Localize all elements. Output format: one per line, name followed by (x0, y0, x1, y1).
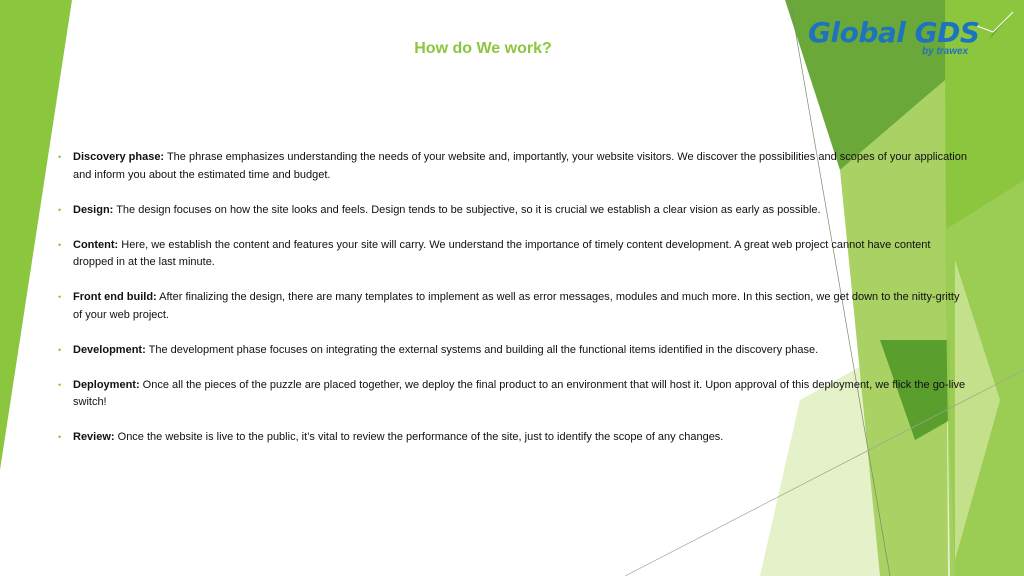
bullet-term: Development: (73, 343, 146, 356)
bullet-review (58, 429, 970, 447)
bullet-marker: • (58, 239, 62, 250)
bullet-marker: • (58, 152, 62, 162)
bullet-text: The development phase focuses on integrating the external systems and building all the functional items identified in the discovery phase. (145, 343, 819, 356)
bullet-term: Deployment: (73, 378, 140, 391)
bullet-term: Discovery phase: (73, 151, 165, 163)
bullet-text: Here, we establish the content and features your site will carry. We understand the importance of timely content development. A great web project cannot have content dropped in at the last minute. (73, 238, 931, 268)
bullet-discovery-phase (58, 149, 970, 184)
paper-plane-icon (975, 10, 1015, 46)
bullet-text: The phrase emphasizes understanding the needs of your website and, importantly, your website visitors. We discover the possibilities and scopes of your application and inform you about the estimated time and budget. (73, 151, 967, 181)
process-bullet-list (58, 149, 970, 464)
logo-main-text: Global GDS (808, 16, 980, 49)
global-gds-logo (805, 10, 1017, 62)
bullet-development (58, 342, 970, 360)
bullet-text: The design focuses on how the site looks and feels. Design tends to be subjective, so it is crucial we establish a clear vision as early as possible. (113, 203, 821, 216)
bullet-front-end-build (58, 289, 970, 324)
bullet-text: Once the website is live to the public, it’s vital to review the performance of the site, just to identify the scope of any changes. (114, 431, 724, 443)
bullet-term: Design: (73, 203, 114, 216)
slide-title: How do We work? (414, 40, 552, 57)
bullet-term: Content: (73, 238, 119, 251)
bullet-term: Front end build: (73, 291, 157, 303)
bullet-term: Review: (73, 431, 115, 443)
bullet-text: After finalizing the design, there are many templates to implement as well as error messages, modules and much more. In this section, we get down to the nitty-gritty of your web project. (73, 291, 960, 321)
bullet-deployment (58, 377, 970, 412)
bullet-marker: • (58, 292, 62, 302)
bullet-marker: • (58, 204, 62, 215)
bullet-content (58, 237, 970, 272)
bullet-marker: • (58, 432, 62, 442)
logo-sub-text: by trawex (922, 46, 969, 57)
bullet-text: Once all the pieces of the puzzle are placed together, we deploy the final product to an environment that will host it. Upon approval of this deployment, we flick the go-live switch! (73, 378, 966, 408)
bullet-marker: • (58, 344, 62, 355)
bullet-design (58, 202, 970, 220)
bullet-marker: • (58, 379, 62, 390)
